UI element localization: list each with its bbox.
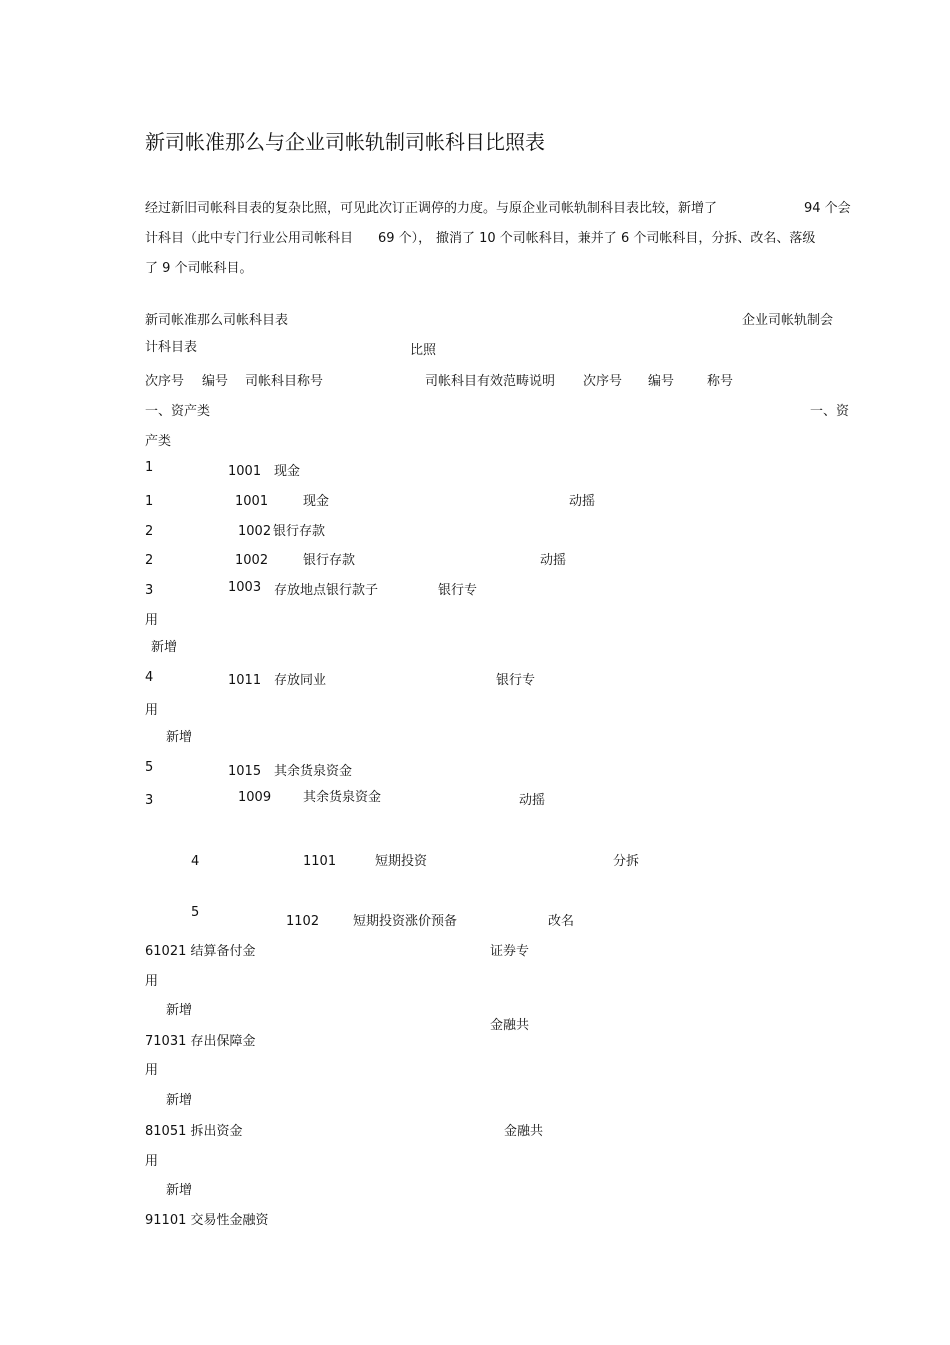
- intro-line-1: 经过新旧司帐科目表的复杂比照，可见此次订正调停的力度。与原企业司帐轨制科目表比较，新增了: [145, 201, 718, 216]
- table-left-title-cont: 计科目表: [145, 340, 198, 355]
- row-2-old-name: 银行存款: [303, 553, 356, 568]
- row-6-status: 新增: [166, 1003, 193, 1018]
- old-row-4-code: 1101: [303, 854, 337, 869]
- row-8-text: 81051 拆出资金: [145, 1124, 243, 1139]
- old-row-4-note: 分拆: [613, 854, 640, 869]
- old-row-5-code: 1102: [286, 914, 320, 929]
- row-4-code: 1011: [228, 673, 262, 688]
- row-1-seq: 1: [145, 460, 154, 475]
- row-5-old-name: 其余货泉资金: [303, 790, 382, 805]
- row-7-text: 71031 存出保障金: [145, 1034, 256, 1049]
- row-9-text: 91101 交易性金融资: [145, 1213, 269, 1228]
- row-2-old-note: 动摇: [540, 553, 567, 568]
- old-row-5-seq: 5: [191, 905, 200, 920]
- row-4-scope: 银行专: [496, 673, 536, 688]
- row-2-name: 银行存款: [273, 524, 326, 539]
- row-6-text: 61021 结算备付金: [145, 944, 256, 959]
- col-header-name: 司帐科目称号: [245, 374, 324, 389]
- row-3-scope: 银行专: [438, 583, 478, 598]
- row-6-scope: 证券专: [490, 944, 530, 959]
- old-row-4-seq: 4: [191, 854, 200, 869]
- page-title: 新司帐准那么与企业司帐轨制司帐科目比照表: [145, 130, 545, 154]
- intro-line-2b: 撤消了 10 个司帐科目，兼并了 6 个司帐科目，分拆、改名、落级: [436, 231, 816, 246]
- row-5-seq: 5: [145, 760, 154, 775]
- table-left-title: 新司帐准那么司帐科目表: [145, 313, 289, 328]
- row-7-scope: 金融共: [490, 1018, 530, 1033]
- row-1-old-seq: 1: [145, 494, 154, 509]
- row-5-old-seq: 3: [145, 793, 154, 808]
- row-5-code: 1015: [228, 764, 262, 779]
- row-8-status: 新增: [166, 1183, 193, 1198]
- col-header-old-name: 称号: [707, 374, 734, 389]
- row-2-code: 1002: [238, 524, 272, 539]
- row-3-scope-cont: 用: [145, 613, 159, 628]
- row-5-old-note: 动摇: [519, 793, 546, 808]
- row-4-name: 存放同业: [274, 673, 327, 688]
- row-1-code: 1001: [228, 464, 262, 479]
- row-8-scope: 金融共: [504, 1124, 544, 1139]
- row-3-code: 1003: [228, 580, 262, 595]
- row-4-status: 新增: [166, 730, 193, 745]
- row-7-status: 新增: [166, 1093, 193, 1108]
- old-row-5-note: 改名: [548, 914, 575, 929]
- row-1-name: 现金: [274, 464, 301, 479]
- col-header-seq: 次序号: [145, 374, 185, 389]
- old-row-4-name: 短期投资: [375, 854, 428, 869]
- row-2-old-seq: 2: [145, 553, 154, 568]
- row-2-old-code: 1002: [235, 553, 269, 568]
- col-header-old-code: 编号: [648, 374, 675, 389]
- intro-line-1-count: 94 个会: [804, 201, 851, 216]
- row-4-seq: 4: [145, 670, 154, 685]
- intro-line-2-count: 69 个），: [378, 231, 432, 246]
- row-2-seq: 2: [145, 524, 154, 539]
- row-5-old-code: 1009: [238, 790, 272, 805]
- section-label-left: 一、资产类: [145, 404, 211, 419]
- intro-line-2a: 计科目（此中专门行业公用司帐科目: [145, 231, 354, 246]
- old-row-5-name: 短期投资涨价预备: [353, 914, 458, 929]
- col-header-code: 编号: [202, 374, 229, 389]
- section-label-right-cont: 产类: [145, 434, 172, 449]
- row-3-seq: 3: [145, 583, 154, 598]
- col-header-desc: 司帐科目有效范畴说明: [425, 374, 556, 389]
- row-3-status: 新增: [151, 640, 178, 655]
- row-4-scope-cont: 用: [145, 703, 159, 718]
- row-1-old-name: 现金: [303, 494, 330, 509]
- col-header-old-seq: 次序号: [583, 374, 623, 389]
- intro-line-3: 了 9 个司帐科目。: [145, 261, 253, 276]
- section-label-right: 一、资: [810, 404, 850, 419]
- table-right-title: 企业司帐轨制会: [742, 313, 834, 328]
- table-middle-label: 比照: [410, 343, 437, 358]
- row-7-scope-cont: 用: [145, 1063, 159, 1078]
- row-5-name: 其余货泉资金: [274, 764, 353, 779]
- row-3-name: 存放地点银行款子: [274, 583, 379, 598]
- row-8-scope-cont: 用: [145, 1154, 159, 1169]
- row-1-old-note: 动摇: [569, 494, 596, 509]
- row-1-old-code: 1001: [235, 494, 269, 509]
- row-6-scope-cont: 用: [145, 974, 159, 989]
